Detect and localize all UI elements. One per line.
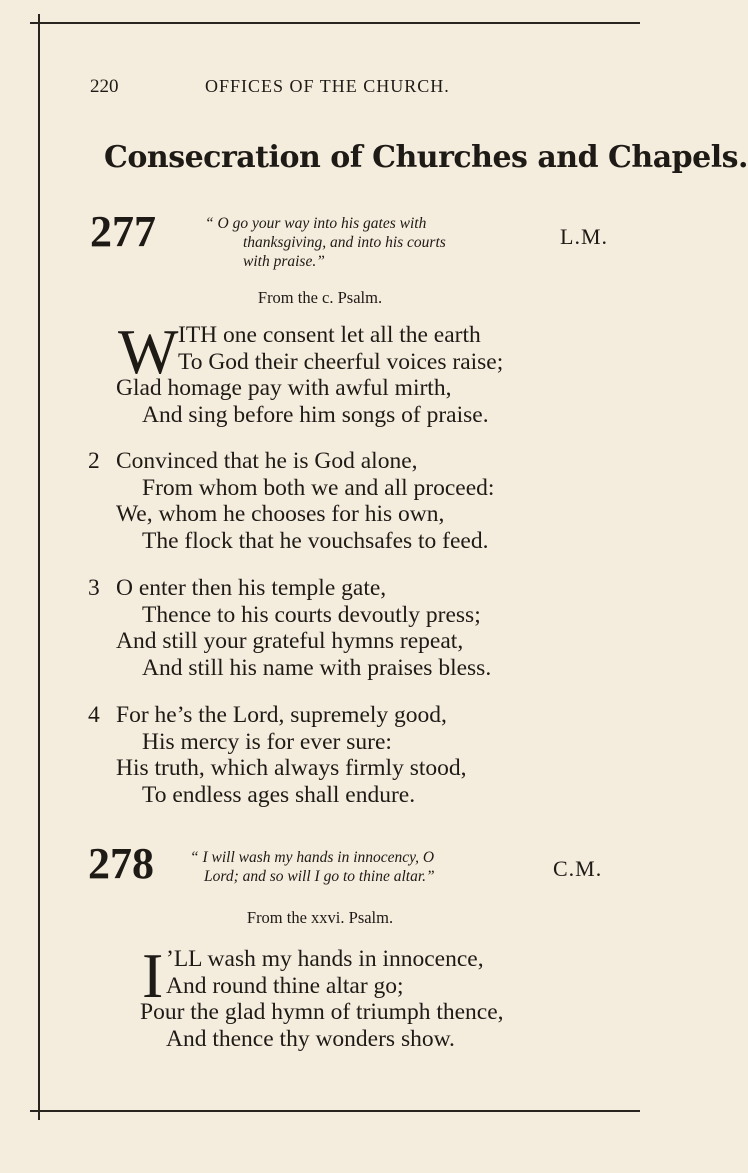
verse-2 — [88, 448, 494, 554]
verse-4 — [88, 702, 467, 808]
verse-line: Convinced that he is God alone, — [116, 448, 418, 474]
verse-line: Glad homage pay with awful mirth, — [116, 375, 452, 401]
verse-line: His mercy is for ever sure: — [142, 728, 392, 755]
verse-line: From whom both we and all proceed: — [142, 474, 495, 501]
verse-line: O enter then his temple gate, — [116, 575, 387, 601]
drop-cap: W — [118, 316, 179, 387]
verse-line: The flock that he vouchsafes to feed. — [142, 527, 489, 554]
page-number: 220 — [90, 76, 119, 97]
epigraph-line: “ I will wash my hands in innocency, O — [190, 849, 435, 866]
verse-line: His truth, which always firmly stood, — [116, 755, 467, 781]
verse-1 — [112, 940, 504, 1052]
verse-line: Pour the glad hymn of triumph thence, — [140, 999, 504, 1025]
verse-line: And still your grateful hymns repeat, — [116, 628, 464, 654]
verse-line: And round thine altar go; — [166, 972, 404, 999]
verse-number: 3 — [88, 575, 100, 601]
epigraph-line: Lord; and so will I go to thine altar.” — [204, 868, 435, 885]
epigraph-line: “ O go your way into his gates with — [205, 215, 427, 232]
hymn-source: From the c. Psalm. — [257, 288, 383, 307]
section-title: Consecration of Churches and Chapels. — [104, 140, 748, 175]
verse-line: To endless ages shall endure. — [142, 781, 416, 808]
verse-line: And thence thy wonders show. — [166, 1025, 455, 1052]
bottom-border-rule — [38, 1110, 640, 1112]
hymn-number: 278 — [88, 839, 154, 888]
verse-line: For he’s the Lord, supremely good, — [116, 702, 447, 728]
epigraph-line: thanksgiving, and into his courts — [243, 234, 446, 251]
hymn-epigraph — [205, 214, 446, 271]
left-border-rule — [38, 14, 40, 1112]
verse-line: Thence to his courts devoutly press; — [142, 601, 481, 628]
verse-number: 2 — [88, 448, 100, 474]
page-header — [0, 76, 640, 100]
verse-line: To God their cheerful voices raise; — [178, 348, 504, 375]
hymn-meter: L.M. — [560, 224, 608, 249]
hymn-epigraph — [190, 848, 435, 886]
verse-line: And sing before him songs of praise. — [142, 401, 489, 428]
drop-cap: I — [142, 940, 164, 1011]
corner-cross-icon — [30, 1102, 48, 1120]
verse-line: ITH one consent let all the earth — [178, 322, 481, 348]
verse-number: 4 — [88, 702, 100, 728]
epigraph-line: with praise.” — [243, 253, 325, 270]
running-head: OFFICES OF THE CHURCH. — [205, 76, 450, 96]
verse-line: We, whom he chooses for his own, — [116, 501, 445, 527]
verse-line: ’LL wash my hands in innocence, — [166, 946, 484, 972]
verse-3 — [88, 575, 491, 681]
verse-line: And still his name with praises bless. — [142, 654, 492, 681]
top-border-rule — [38, 22, 640, 24]
hymn-source: From the xxvi. Psalm. — [246, 908, 394, 927]
hymn-meter: C.M. — [553, 856, 603, 881]
corner-cross-icon — [30, 14, 48, 32]
hymn-number: 277 — [90, 207, 156, 256]
verse-1 — [88, 316, 504, 428]
